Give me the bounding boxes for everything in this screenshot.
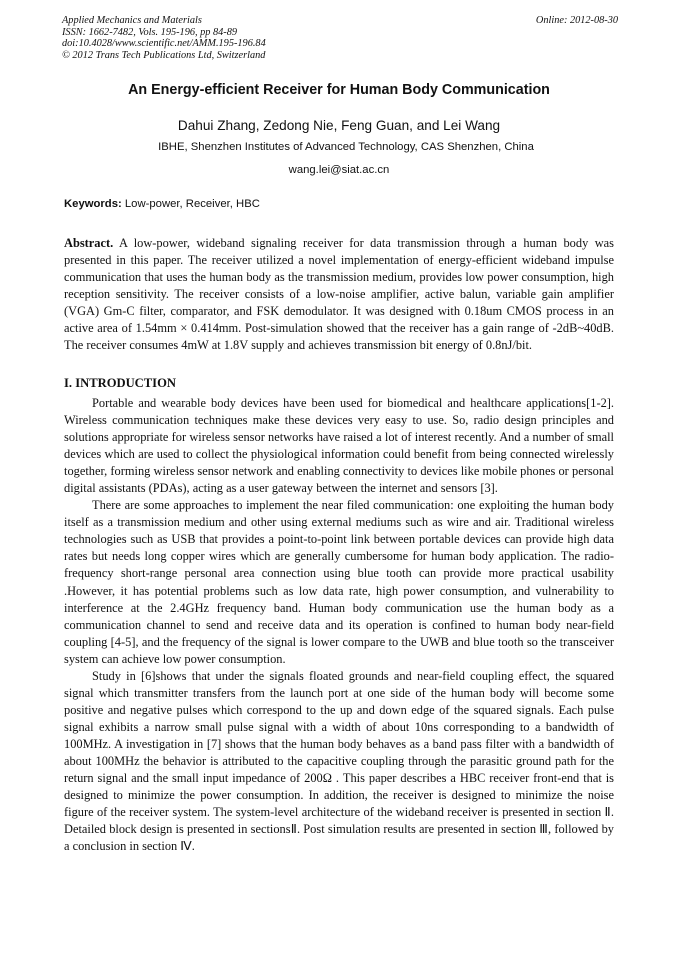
journal-copyright: © 2012 Trans Tech Publications Ltd, Switzerland — [62, 49, 266, 61]
online-date: Online: 2012-08-30 — [535, 15, 618, 26]
journal-info — [62, 15, 266, 61]
author-email: wang.lei@siat.ac.cn — [288, 164, 390, 176]
section-heading-introduction: I. INTRODUCTION — [64, 376, 176, 390]
intro-paragraph: There are some approaches to implement the near filed communication: one exploiting the human body itself as a transmission medium and other using external mediums such as wire and air. Traditional wireless technologies such as USB that provides a point-to-point link between portable devices can provide high data rates but needs long copper wires which are generally cumbersome for human body application. The radio-frequency short-range personal area connection using blue tooth can provide more practical usability .However, it has potential problems such as low data rate, high power consumption, and vulnerability to interference at the 2.4GHz frequency band. Human body communication use the human body as a communication channel to send and receive data and its operation is confined to human body near-field coupling [4-5], and the frequency of the signal is lower compare to the UWB and blue tooth so the transceiver system can achieve low power consumption. — [64, 498, 614, 666]
intro-paragraph: Study in [6]shows that under the signals floated grounds and near-field coupling effect, the squared signal which transmitter transfers from the launch port at one side of the human body will become some positive and negative pulses which correspond to the up and down edge of the squared signals. Each pulse signal exhibits a narrow small pulse signal with a width of about 10ns corresponding to a bandwidth of 100MHz. A investigation in [7] shows that the human body behaves as a band pass filter with a bandwidth of about 100MHz the behavior is attributed to the capacitive coupling through the parasitic ground path for the return signal and the small input impedance of 200Ω . This paper describes a HBC receiver front-end that is designed to minimize the power consumption. In addition, the receiver is designed to minimize the noise figure of the receiver system. The system-level architecture of the wideband receiver is presented in section Ⅱ. Detailed block design is presented in sectionsⅡ. Post simulation results are presented in section Ⅲ, followed by a conclusion in section Ⅳ. — [64, 668, 614, 854]
journal-doi: doi:10.4028/www.scientific.net/AMM.195-196.84 — [62, 38, 266, 50]
journal-name: Applied Mechanics and Materials — [62, 15, 202, 26]
abstract-label: Abstract. — [64, 236, 114, 250]
author-affiliation: IBHE, Shenzhen Institutes of Advanced Technology, CAS Shenzhen, China — [158, 141, 534, 153]
journal-issn: ISSN: 1662-7482, Vols. 195-196, pp 84-89 — [62, 26, 238, 38]
abstract-text: A low-power, wideband signaling receiver for data transmission through a human body was presented in this paper. The receiver utilized a novel implementation of energy-efficient wideband impulse communication that uses the human body as the transmission medium, provides low power consumption, high reception sensitivity. The receiver consists of a low-noise amplifier, active balun, variable gain amplifier (VGA) Gm-C filter, comparator, and FSK demodulator. It was designed with 0.18um CMOS process in an active area of 1.54mm × 0.414mm. Post-simulation showed that the receiver has a gain range of -2dB~40dB. The receiver consumes 4mW at 1.8V supply and achieves transmission bit energy of 0.8nJ/bit. — [64, 236, 614, 353]
paper-authors: Dahui Zhang, Zedong Nie, Feng Guan, and Lei Wang — [177, 118, 501, 133]
keywords-line — [64, 198, 260, 210]
introduction-body — [64, 395, 614, 855]
keywords-label: Keywords: — [64, 198, 122, 210]
keywords-text: Low-power, Receiver, HBC — [121, 198, 260, 210]
abstract — [64, 235, 614, 354]
paper-title: An Energy-efficient Receiver for Human Body Communication — [128, 82, 550, 98]
journal-header — [62, 15, 618, 61]
intro-paragraph: Portable and wearable body devices have been used for biomedical and healthcare applications[1-2]. Wireless communication techniques make these devices very easy to use. So, radio design principles and solutions appropriate for wireless sensor networks have raised a lot of interest recently. And a number of small devices which are used to collect the physiological information could benefit from being connected wirelessly together, forming wireless sensor network and enabling connectivity to devices like mobile phones or personal digital assistants (PDAs), acting as a user gateway between the internet and sensors [3]. — [64, 396, 614, 496]
